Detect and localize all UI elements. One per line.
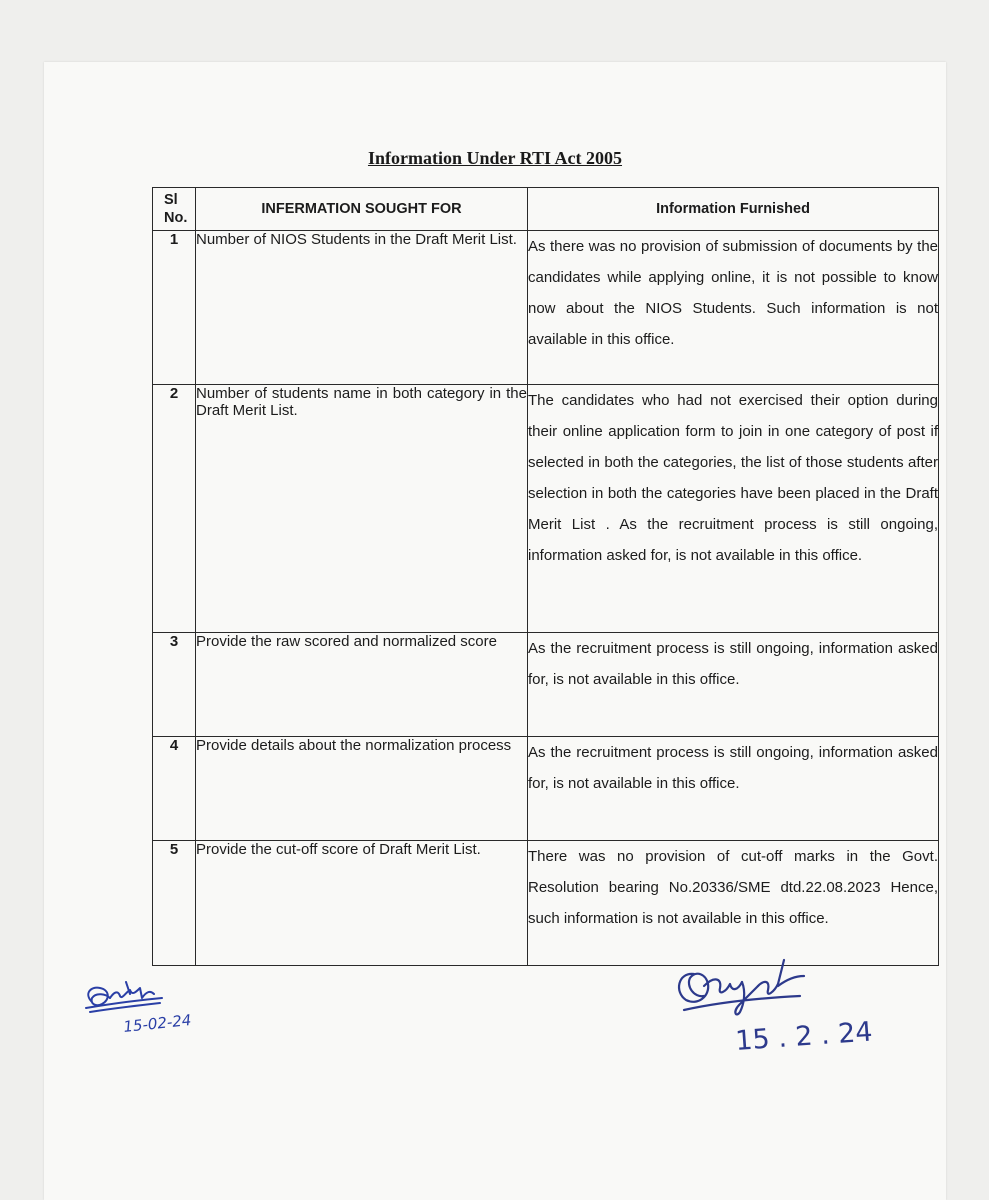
information-sought-cell: Provide the raw scored and normalized score [196, 633, 528, 737]
table-row [153, 385, 939, 633]
row-number: 3 [153, 633, 196, 737]
information-furnished-cell: As the recruitment process is still ongoing, information asked for, is not available in this office. [528, 737, 939, 841]
row-number: 4 [153, 737, 196, 841]
rti-information-table [152, 187, 939, 966]
row-number: 2 [153, 385, 196, 633]
information-furnished-cell: As the recruitment process is still ongoing, information asked for, is not available in this office. [528, 633, 939, 737]
information-furnished-cell: The candidates who had not exercised their option during their online application form to join in one category of post if selected in both the categories, the list of those students after selection in both the categories have been placed in the Draft Merit List . As the recruitment process is still ongoing, information asked for, is not available in this office. [528, 385, 939, 633]
left-signature [80, 972, 250, 1052]
left-signature-date: 15-02-24 [122, 1010, 193, 1036]
information-furnished-cell: As there was no provision of submission of documents by the candidates while applying online, it is not possible to know now about the NIOS Students. Such information is not available in this office. [528, 231, 939, 385]
header-information-sought: INFERMATION SOUGHT FOR [196, 188, 528, 231]
information-sought-cell: Number of NIOS Students in the Draft Merit List. [196, 231, 528, 385]
table-row [153, 737, 939, 841]
header-information-furnished: Information Furnished [528, 188, 939, 231]
document-page [44, 62, 946, 1200]
row-number: 1 [153, 231, 196, 385]
header-sl-no: Sl No. [153, 188, 196, 231]
right-signature [660, 946, 890, 1076]
information-sought-cell: Provide details about the normalization process [196, 737, 528, 841]
information-sought-cell: Number of students name in both category in the Draft Merit List. [196, 385, 528, 633]
information-sought-cell: Provide the cut-off score of Draft Merit List. [196, 841, 528, 966]
table-row [153, 633, 939, 737]
right-signature-date: 15 . 2 . 24 [734, 1016, 874, 1057]
document-title: Information Under RTI Act 2005 [367, 148, 623, 168]
row-number: 5 [153, 841, 196, 966]
table-header-row [153, 188, 939, 231]
information-furnished-cell: There was no provision of cut-off marks in the Govt. Resolution bearing No.20336/SME dtd.22.08.2023 Hence, such information is not available in this office. [528, 841, 939, 966]
table-row [153, 231, 939, 385]
